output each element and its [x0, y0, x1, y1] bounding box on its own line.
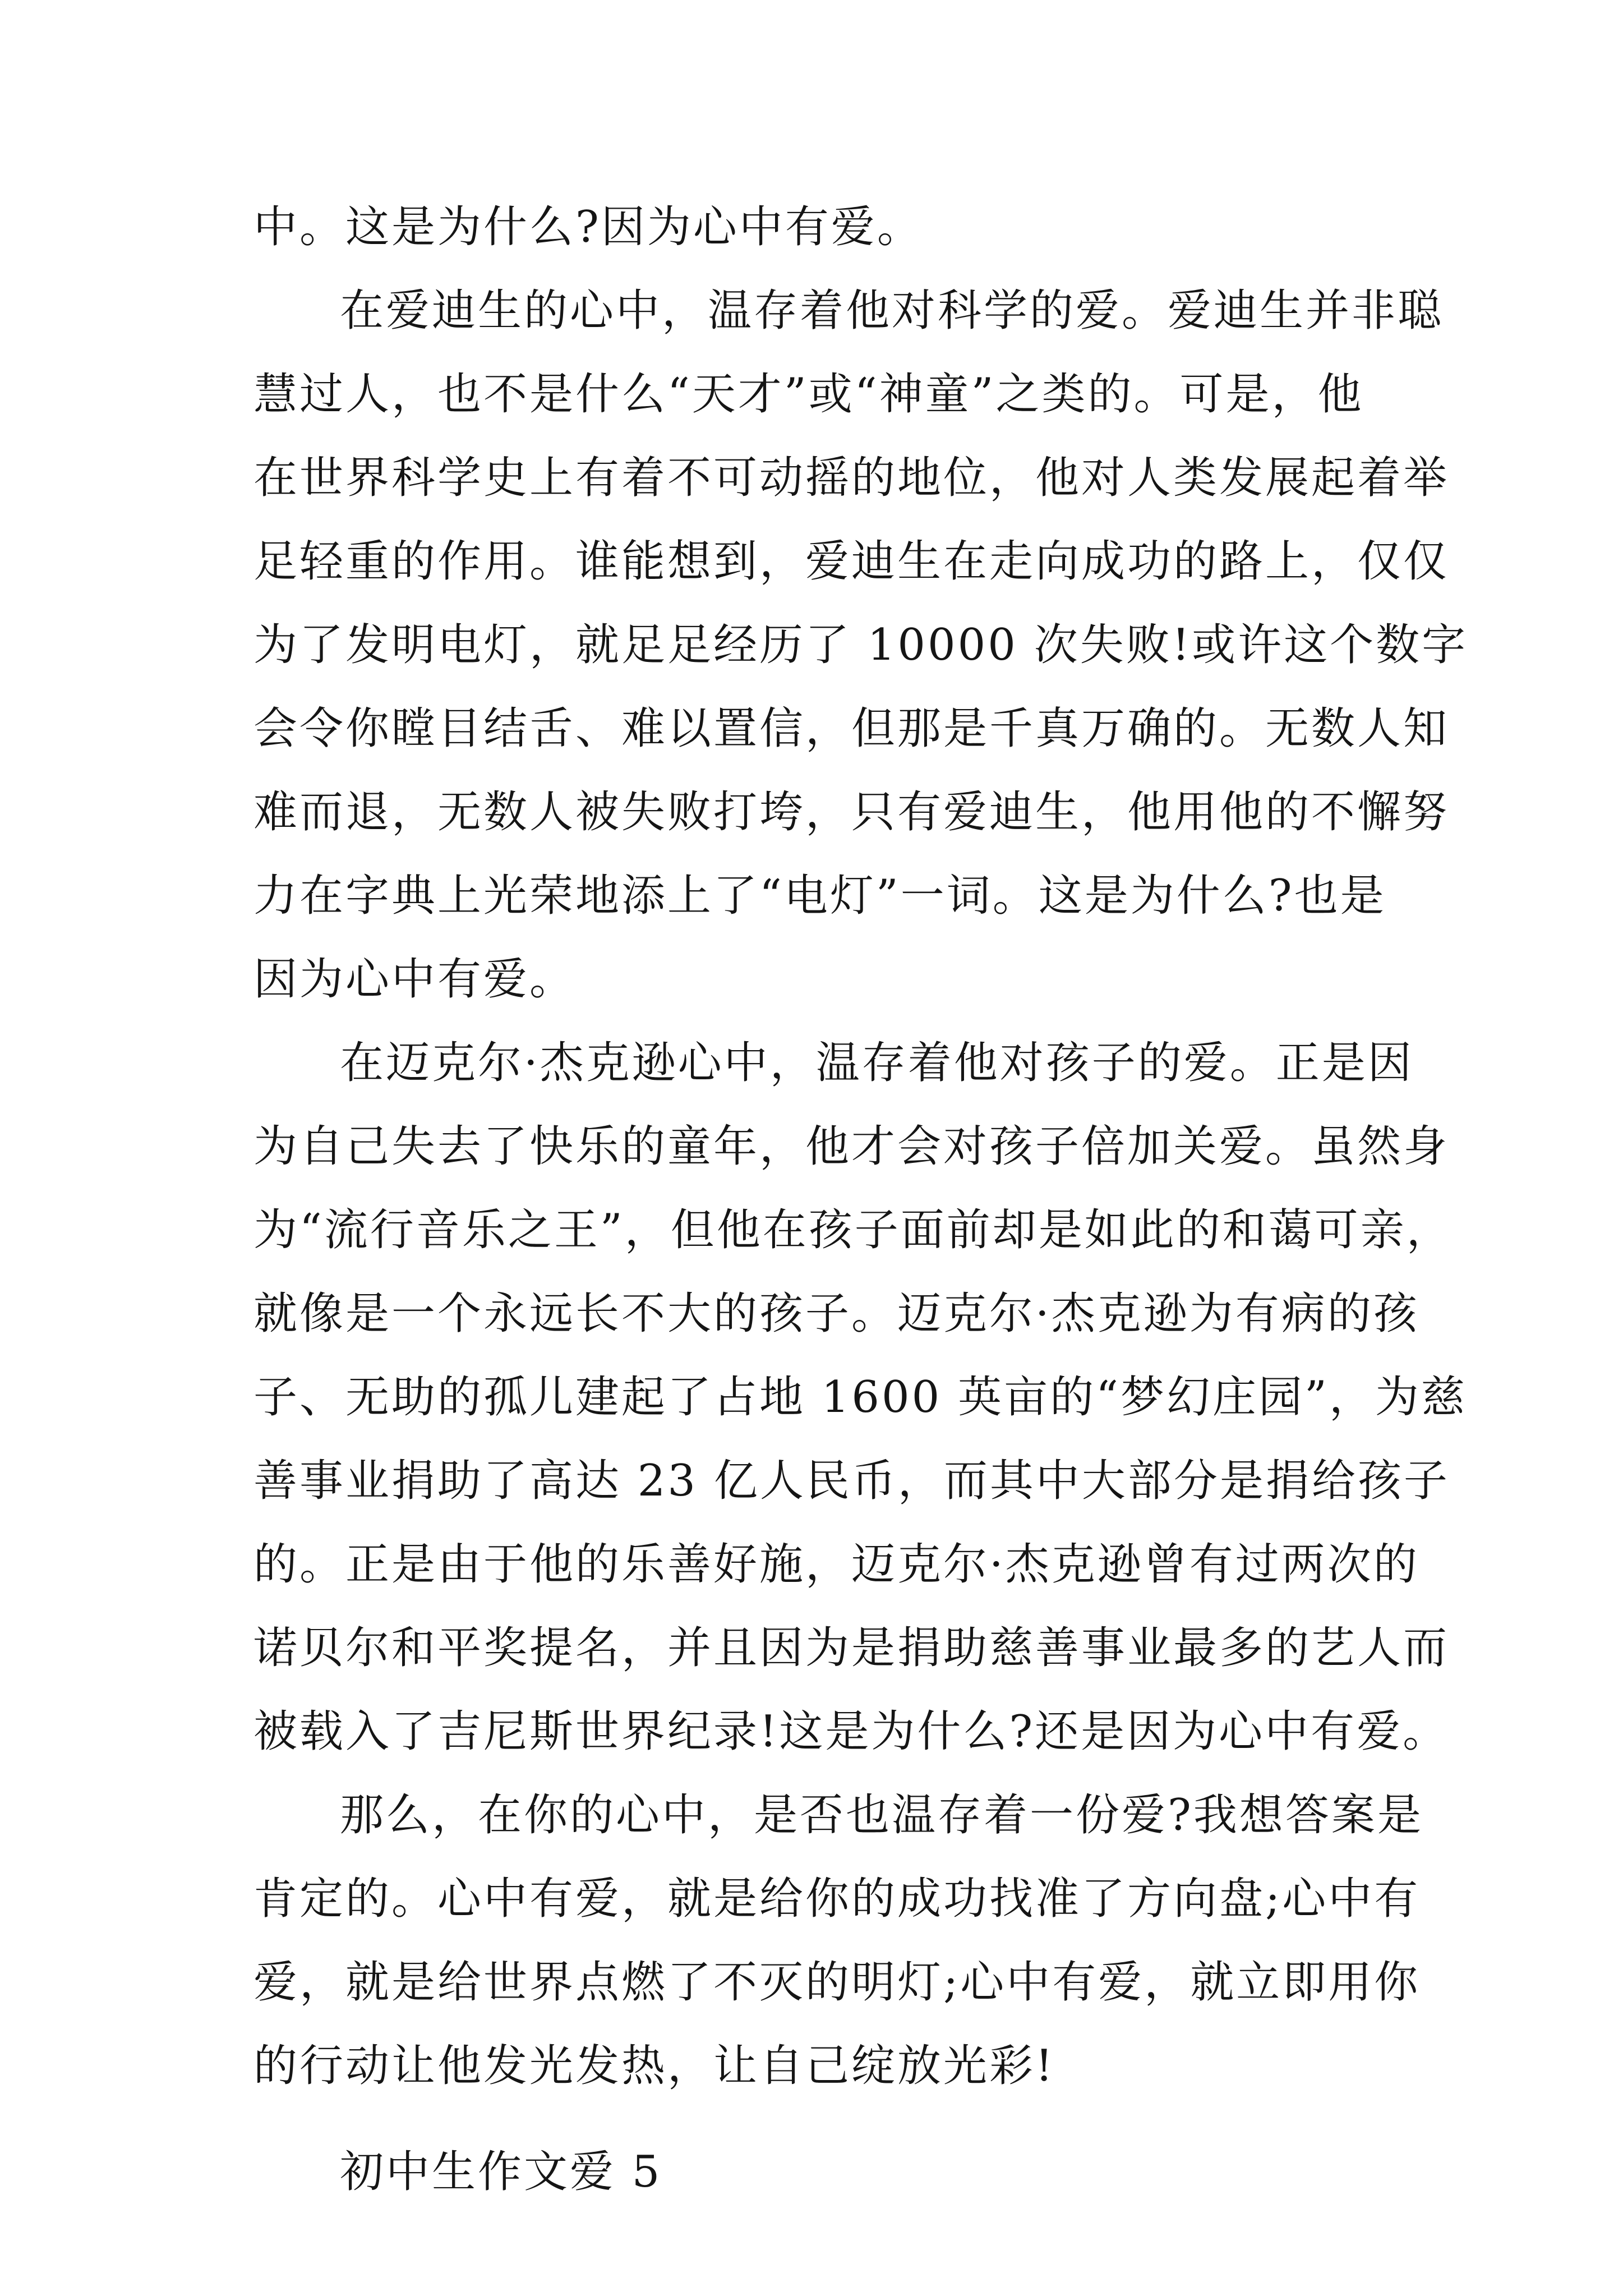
- text-line: 爱，就是给世界点燃了不灭的明灯;心中有爱，就立即用你: [253, 1957, 1421, 2008]
- text-line: 的。正是由于他的乐善好施，迈克尔·杰克逊曾有过两次的: [253, 1539, 1419, 1590]
- text-line: 在世界科学史上有着不可动摇的地位，他对人类发展起着举: [253, 453, 1450, 503]
- essay-text: [253, 186, 1468, 2214]
- section-title: 初中生作文爱 5: [340, 2147, 662, 2197]
- text-line: 为自己失去了快乐的童年，他才会对孩子倍加关爱。虽然身: [253, 1121, 1450, 1172]
- text-line: 的行动让他发光发热，让自己绽放光彩!: [253, 2041, 1055, 2091]
- paragraph-start-line: 在迈克尔·杰克逊心中，温存着他对孩子的爱。正是因: [340, 1038, 1414, 1088]
- text-line: 会令你瞠目结舌、难以置信，但那是千真万确的。无数人知: [253, 703, 1450, 754]
- text-line: 因为心中有爱。: [253, 954, 576, 1005]
- text-line: 子、无助的孤儿建起了占地 1600 英亩的“梦幻庄园”，为慈: [253, 1372, 1467, 1423]
- text-line: 力在字典上光荣地添上了“电灯”一词。这是为什么?也是: [253, 871, 1386, 921]
- text-line: 为“流行音乐之王”，但他在孩子面前却是如此的和蔼可亲，: [253, 1205, 1453, 1255]
- paragraph-start-line: 在爱迪生的心中，温存着他对科学的爱。爱迪生并非聪: [340, 286, 1444, 336]
- text-line: 足轻重的作用。谁能想到，爱迪生在走向成功的路上，仅仅: [253, 536, 1450, 587]
- text-line: 善事业捐助了高达 23 亿人民币，而其中大部分是捐给孩子: [253, 1456, 1450, 1506]
- text-line: 肯定的。心中有爱，就是给你的成功找准了方向盘;心中有: [253, 1874, 1421, 1924]
- paragraph-start-line: 那么，在你的心中，是否也温存着一份爱?我想答案是: [340, 1790, 1423, 1841]
- text-line: 中。这是为什么?因为心中有爱。: [253, 202, 923, 252]
- text-line: 慧过人，也不是什么“天才”或“神童”之类的。可是，他: [253, 369, 1364, 420]
- text-line: 难而退，无数人被失败打垮，只有爱迪生，他用他的不懈努: [253, 787, 1450, 838]
- text-line: 被载入了吉尼斯世界纪录!这是为什么?还是因为心中有爱。: [253, 1706, 1449, 1757]
- text-line: 就像是一个永远长不大的孩子。迈克尔·杰克逊为有病的孩: [253, 1289, 1419, 1339]
- text-line: 为了发明电灯，就足足经历了 10000 次失败!或许这个数字: [253, 620, 1468, 670]
- text-line: 诺贝尔和平奖提名，并且因为是捐助慈善事业最多的艺人而: [253, 1623, 1450, 1673]
